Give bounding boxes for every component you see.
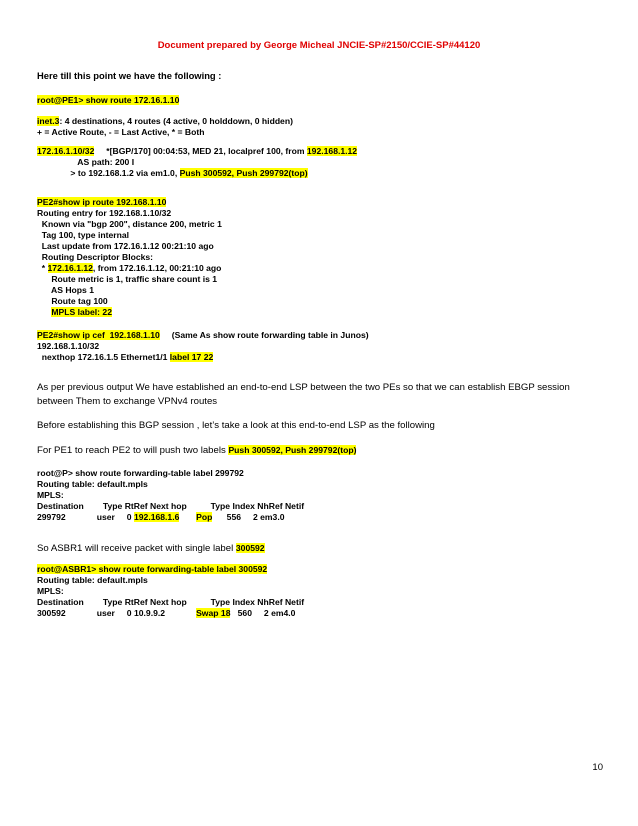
route-legend: + = Active Route, - = Last Active, * = Both (37, 127, 205, 137)
pe2-line: Route tag 100 (37, 296, 108, 306)
paragraph-before-bgp: Before establishing this BGP session , let’s take a look at this end-to-end LSP as the following (37, 420, 435, 431)
pe2-line: Tag 100, type internal (37, 230, 130, 240)
asbr1-row-dest: 300592 user 0 10.9.9.2 (37, 608, 197, 618)
pe1-block (37, 95, 597, 179)
paragraph-asbr1: So ASBR1 will receive packet with single label (37, 543, 236, 554)
pe1-command: root@PE1> show route 172.16.1.10 (37, 95, 180, 105)
indent (37, 307, 51, 317)
p-row-rest: 556 2 em3.0 (212, 512, 285, 522)
pe2-cef-command: PE2#show ip cef 192.168.1.10 (37, 330, 160, 340)
document-header: Document prepared by George Micheal JNCIE-SP#2150/CCIE-SP#44120 (157, 40, 481, 51)
asbr1-command: root@ASBR1> show route forwarding-table label 300592 (37, 564, 268, 574)
next-hop: > to 192.168.1.2 via em1.0, (37, 168, 180, 178)
single-label-highlight: 300592 (235, 543, 265, 553)
push-labels: Push 300592, Push 299792(top) (179, 168, 308, 178)
pe2-line: Routing Descriptor Blocks: (37, 252, 154, 262)
p-table-row (37, 512, 597, 523)
rdb-address: 172.16.1.12 (47, 263, 93, 273)
p-router-block (37, 468, 597, 523)
asbr1-line: Routing table: default.mpls (37, 575, 148, 585)
inet3-summary: : 4 destinations, 4 routes (4 active, 0 holddown, 0 hidden) (59, 116, 293, 126)
push-labels-highlight: Push 300592, Push 299792(top) (228, 445, 357, 455)
pe2-line: Route metric is 1, traffic share count is 1 (37, 274, 218, 284)
pe2-route-command: PE2#show ip route 192.168.1.10 (37, 197, 167, 207)
pe2-line: Routing entry for 192.168.1.10/32 (37, 208, 172, 218)
paragraph-push: For PE1 to reach PE2 to will push two labels (37, 445, 229, 456)
cef-prefix: 192.168.1.10/32 (37, 341, 100, 351)
cef-note: (Same As show route forwarding table in Junos) (159, 330, 369, 340)
p-command: root@P> show route forwarding-table label 299792 (37, 468, 244, 478)
page-body (37, 70, 597, 619)
p-row-type: Pop (196, 512, 213, 522)
p-line: Routing table: default.mpls (37, 479, 148, 489)
asbr1-row-type: Swap 18 (196, 608, 231, 618)
asbr1-table-header: Destination Type RtRef Next hop Type Index NhRef Netif (37, 597, 305, 607)
route-from: 192.168.1.12 (306, 146, 358, 156)
asbr1-table-row (37, 608, 597, 619)
as-path: AS path: 200 I (37, 157, 135, 167)
cef-label: label 17 22 (169, 352, 214, 362)
rdb-marker: * (37, 263, 48, 273)
paragraph-lsp: As per previous output We have established an end-to-end LSP between the two PEs so that we can establish EBGP session between Them to exchange VPNv4 routes (37, 382, 570, 407)
pe2-cef-block (37, 330, 597, 363)
p-row-dest: 299792 user 0 (37, 512, 134, 522)
mpls-label: MPLS label: 22 (51, 307, 112, 317)
pe2-line: Known via "bgp 200", distance 200, metric 1 (37, 219, 222, 229)
p-row-nexthop: 192.168.1.6 (133, 512, 180, 522)
pe2-route-block (37, 197, 597, 318)
p-table-header: Destination Type RtRef Next hop Type Index NhRef Netif (37, 501, 305, 511)
asbr1-row-rest: 560 2 em4.0 (230, 608, 296, 618)
pe2-line: AS Hops 1 (37, 285, 94, 295)
route-details: *[BGP/170] 00:04:53, MED 21, localpref 100, from (94, 146, 307, 156)
rdb-details: , from 172.16.1.12, 00:21:10 ago (92, 263, 222, 273)
pe2-line: Last update from 172.16.1.12 00:21:10 ago (37, 241, 214, 251)
asbr1-block (37, 564, 597, 619)
spacer (179, 512, 196, 522)
route-prefix: 172.16.1.10/32 (37, 146, 95, 156)
cef-nexthop: nexthop 172.16.1.5 Ethernet1/1 (37, 352, 170, 362)
p-line: MPLS: (37, 490, 64, 500)
page-number: 10 (592, 762, 603, 773)
intro-text: Here till this point we have the following : (37, 70, 222, 81)
asbr1-line: MPLS: (37, 586, 64, 596)
inet3-label: inet.3 (37, 116, 60, 126)
